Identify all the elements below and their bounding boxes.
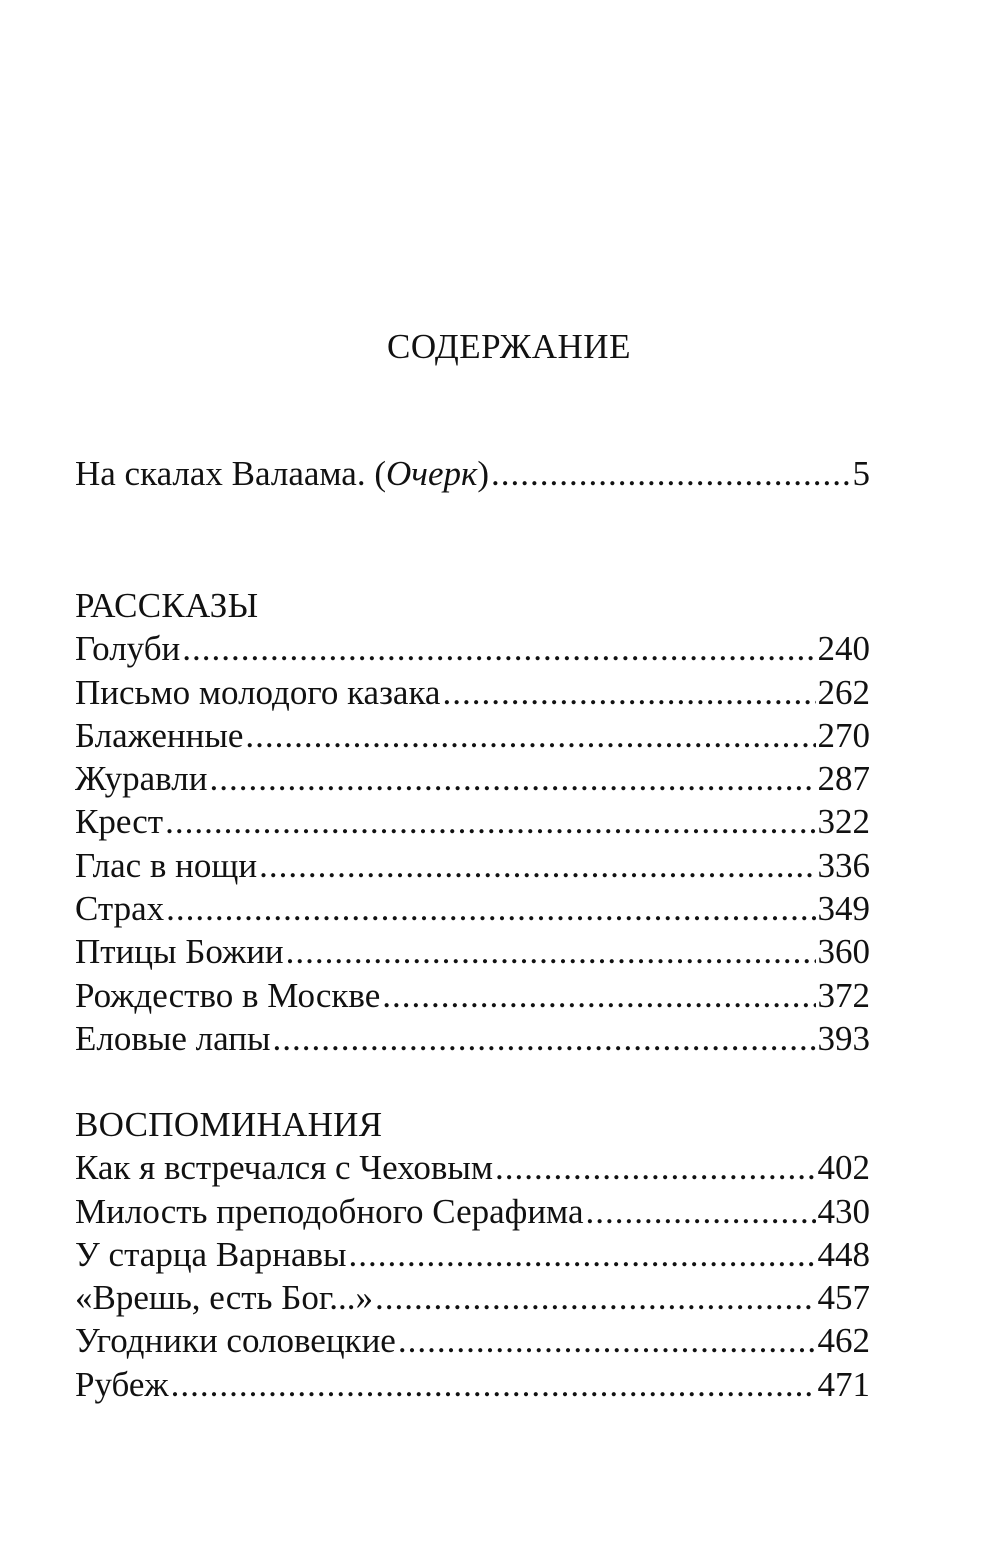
toc-entry-page: 349 <box>817 889 870 929</box>
dot-leader <box>245 714 815 757</box>
toc-entry-title: Голуби <box>75 629 181 669</box>
dot-leader <box>259 844 815 887</box>
toc-entry-page: 336 <box>817 845 870 885</box>
dot-leader <box>442 671 815 714</box>
dot-leader <box>349 1233 816 1276</box>
toc-entry-title: Блаженные <box>75 715 244 755</box>
toc-entry-page: 372 <box>817 975 870 1015</box>
toc-entry-title: Как я встречался с Чеховым <box>75 1148 494 1188</box>
toc-entry-page: 448 <box>817 1234 870 1274</box>
toc-entry-page: 402 <box>817 1148 870 1188</box>
toc-entry-subtitle: Очерк <box>386 454 478 493</box>
dot-leader <box>495 1146 815 1189</box>
dot-leader <box>398 1319 816 1362</box>
toc-entry-title: Крест <box>75 802 164 842</box>
toc-entry-title: Глас в нощи <box>75 845 258 885</box>
toc-entry-title: Журавли <box>75 759 208 799</box>
toc-entry-title: Рождество в Москве <box>75 975 381 1015</box>
dot-leader <box>272 1017 815 1060</box>
toc-entry <box>75 627 870 670</box>
toc-entry <box>75 757 870 800</box>
dot-leader <box>209 757 815 800</box>
toc-entry <box>75 974 870 1017</box>
toc-entry-title: «Врешь, есть Бог...» <box>75 1278 373 1318</box>
toc-entry-subtitle-close: ) <box>477 454 490 493</box>
toc-entry-page: 270 <box>817 715 870 755</box>
dot-leader <box>165 800 815 843</box>
toc-entry-page: 360 <box>817 932 870 972</box>
toc-entry <box>75 1190 870 1233</box>
dot-leader <box>286 930 816 973</box>
toc-entry <box>75 1363 870 1406</box>
toc-entry-title: Птицы Божии <box>75 932 284 972</box>
toc-entry-page: 462 <box>817 1321 870 1361</box>
toc-entry <box>75 714 870 757</box>
toc-entry <box>75 1146 870 1189</box>
dot-leader <box>182 627 815 670</box>
toc-entry-title: Рубеж <box>75 1364 169 1404</box>
dot-leader <box>375 1276 816 1319</box>
toc-entry-page: 393 <box>817 1018 870 1058</box>
toc-entry-title: У старца Варнавы <box>75 1234 347 1274</box>
page-title: СОДЕРЖАНИЕ <box>387 327 631 366</box>
dot-leader <box>382 974 815 1017</box>
dot-leader <box>166 887 815 930</box>
toc-entry-subtitle-open: ( <box>374 454 386 493</box>
toc-entry <box>75 671 870 714</box>
toc-entry-title: Милость преподобного Серафима <box>75 1191 584 1231</box>
section-entries <box>75 1146 870 1406</box>
toc-entry-title: Страх <box>75 889 165 929</box>
toc-entry-page: 240 <box>817 629 870 669</box>
section-entries <box>75 627 870 1060</box>
toc-entry-title: Письмо молодого казака <box>75 672 441 712</box>
dot-leader <box>586 1190 816 1233</box>
toc-entry <box>75 887 870 930</box>
toc-entry <box>75 1319 870 1362</box>
toc-entry <box>75 1276 870 1319</box>
toc-entry-title <box>75 452 489 495</box>
dot-leader <box>491 452 850 495</box>
toc-entry-page: 471 <box>817 1364 870 1404</box>
toc-entry <box>75 800 870 843</box>
toc-entry <box>75 1233 870 1276</box>
toc-entry-page: 287 <box>817 759 870 799</box>
toc-entry-page: 5 <box>852 454 870 493</box>
section-memoirs <box>75 1103 870 1406</box>
toc-entry <box>75 844 870 887</box>
intro-entry-block <box>75 452 870 495</box>
toc-entry-title: Еловые лапы <box>75 1018 271 1058</box>
toc-entry-page: 262 <box>817 672 870 712</box>
toc-entry-title-text: На скалах Валаама. <box>75 454 366 493</box>
section-stories <box>75 584 870 1060</box>
toc-entry-page: 322 <box>817 802 870 842</box>
toc-entry-page: 457 <box>817 1278 870 1318</box>
section-heading: РАССКАЗЫ <box>75 586 259 625</box>
toc-entry <box>75 1017 870 1060</box>
toc-entry-page: 430 <box>817 1191 870 1231</box>
toc-entry-title: Угодники соловецкие <box>75 1321 396 1361</box>
section-heading: ВОСПОМИНАНИЯ <box>75 1105 383 1144</box>
toc-entry <box>75 452 870 495</box>
dot-leader <box>171 1363 816 1406</box>
toc-entry <box>75 930 870 973</box>
